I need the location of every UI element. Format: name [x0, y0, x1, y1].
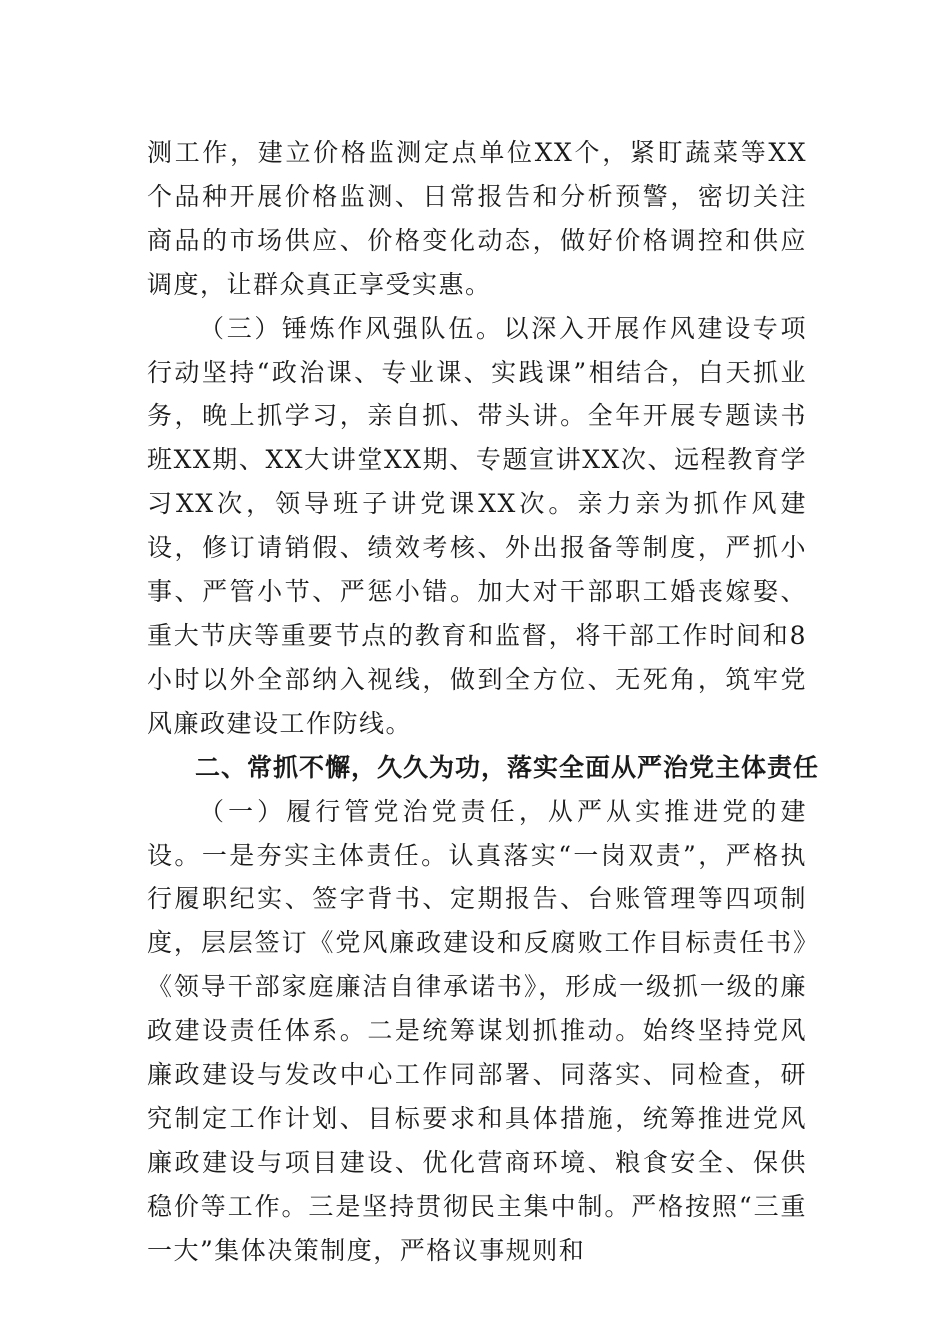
document-body — [147, 131, 820, 1273]
paragraph-price-monitoring: 测工作，建立价格监测定点单位XX个，紧盯蔬菜等XX个品种开展价格监测、日常报告和分析预警，密切关注商品的市场供应、价格变化动态，做好价格调控和供应调度，让群众真正享受实惠。 — [147, 138, 807, 299]
paragraph-party-responsibility: （一）履行管党治党责任，从严从实推进党的建设。一是夯实主体责任。认真落实“一岗双责”，严格执行履职纪实、签字背书、定期报告、台账管理等四项制度，层层签订《党风廉政建设和反腐败工作目标责任书》《领导干部家庭廉洁自律承诺书》，形成一级抓一级的廉政建设责任体系。二是统筹谋划抓推动。始终坚持党风廉政建设与发改中心工作同部署、同落实、同检查，研究制定工作计划、目标要求和具体措施，统筹推进党风廉政建设与项目建设、优化营商环境、粮食安全、保供稳价等工作。三是坚持贯彻民主集中制。严格按照“三重一大”集体决策制度，严格议事规则和 — [147, 796, 807, 1265]
section-heading: 二、常抓不懈，久久为功，落实全面从严治党主体责任 — [195, 752, 820, 782]
paragraph-work-style: （三）锤炼作风强队伍。以深入开展作风建设专项行动坚持“政治课、专业课、实践课”相结合，白天抓业务，晚上抓学习，亲自抓、带头讲。全年开展专题读书班XX期、XX大讲堂XX期、专题宣讲XX次、远程教育学习XX次，领导班子讲党课XX次。亲力亲为抓作风建设，修订请销假、绩效考核、外出报备等制度，严抓小事、严管小节、严惩小错。加大对干部职工婚丧嫁娶、重大节庆等重要节点的教育和监督，将干部工作时间和8小时以外全部纳入视线，做到全方位、无死角，筑牢党风廉政建设工作防线。 — [147, 313, 807, 738]
